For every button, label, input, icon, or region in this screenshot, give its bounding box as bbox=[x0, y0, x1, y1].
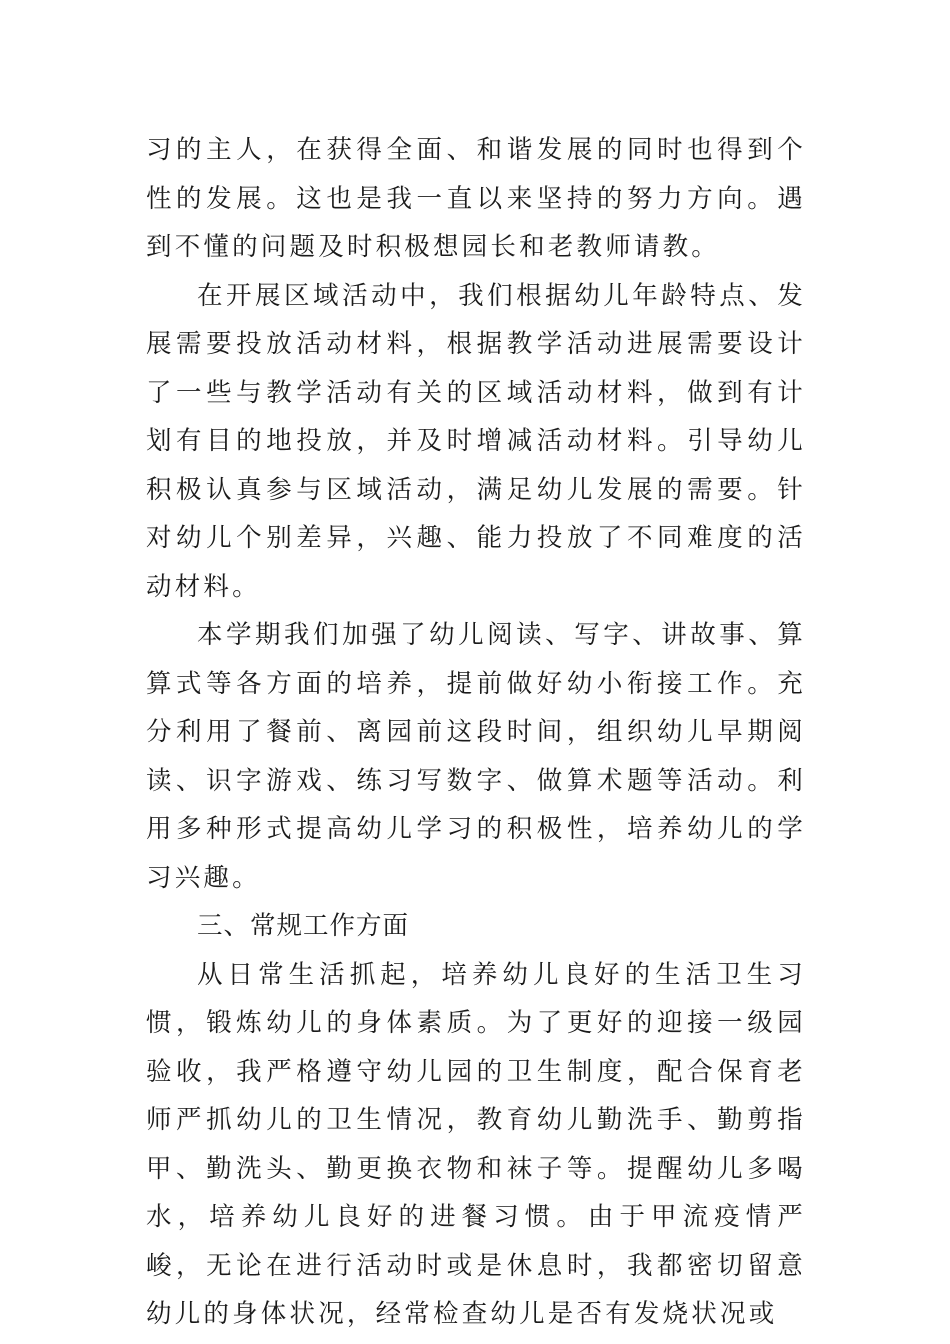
document-body bbox=[146, 126, 806, 1339]
paragraph-daily-life-hygiene: 从日常生活抓起，培养幼儿良好的生活卫生习惯，锻炼幼儿的身体素质。为了更好的迎接一级园验收，我严格遵守幼儿园的卫生制度，配合保育老师严抓幼儿的卫生情况，教育幼儿勤洗手、勤剪指甲、勤洗头、勤更换衣物和袜子等。提醒幼儿多喝水，培养幼儿良好的进餐习惯。由于甲流疫情严峻，无论在进行活动时或是休息时，我都密切留意幼儿的身体状况，经常检查幼儿是否有发烧状况或 bbox=[146, 959, 806, 1329]
paragraph-reading-writing: 本学期我们加强了幼儿阅读、写字、讲故事、算算式等各方面的培养，提前做好幼小衔接工作。充分利用了餐前、离园前这段时间，组织幼儿早期阅读、识字游戏、练习写数字、做算术题等活动。利用多种形式提高幼儿学习的积极性，培养幼儿的学习兴趣。 bbox=[146, 620, 806, 893]
paragraph-continuation: 习的主人，在获得全面、和谐发展的同时也得到个性的发展。这也是我一直以来坚持的努力方向。遇到不懂的问题及时积极想园长和老教师请教。 bbox=[146, 135, 806, 262]
section-heading-routine-work: 三、常规工作方面 bbox=[197, 911, 410, 941]
paragraph-regional-activities: 在开展区域活动中，我们根据幼儿年龄特点、发展需要投放活动材料，根据教学活动进展需要设计了一些与教学活动有关的区域活动材料，做到有计划有目的地投放，并及时增减活动材料。引导幼儿积极认真参与区域活动，满足幼儿发展的需要。针对幼儿个别差异，兴趣、能力投放了不同难度的活动材料。 bbox=[146, 280, 806, 602]
